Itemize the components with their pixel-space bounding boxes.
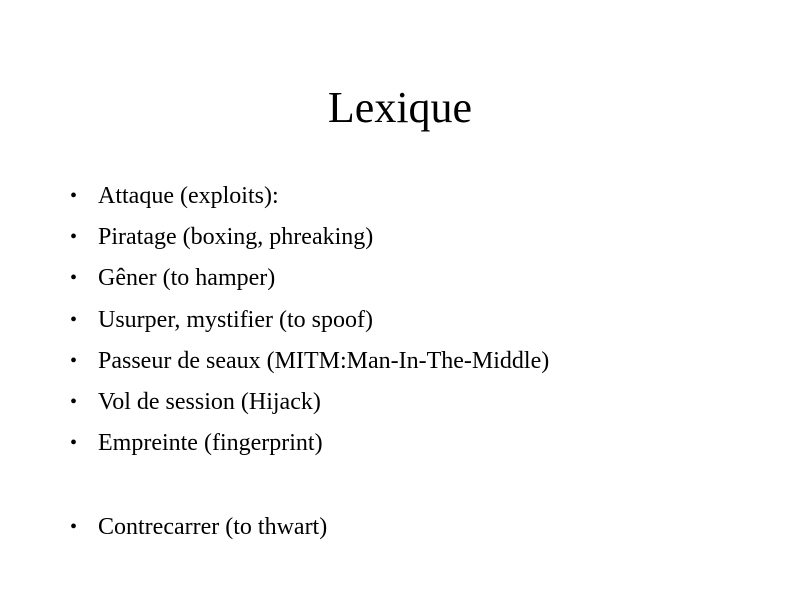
bullet-text: Passeur de seaux (MITM:Man-In-The-Middle) bbox=[98, 348, 550, 374]
bullet-item bbox=[0, 260, 760, 296]
bullet-item bbox=[0, 178, 760, 214]
bullet-item bbox=[0, 343, 760, 379]
bullet-icon: • bbox=[70, 516, 78, 538]
bullet-item bbox=[0, 384, 760, 420]
bullet-text: Piratage (boxing, phreaking) bbox=[98, 224, 374, 250]
bullet-item bbox=[0, 302, 760, 338]
bullet-text: Empreinte (fingerprint) bbox=[98, 430, 323, 456]
bullet-icon: • bbox=[70, 391, 78, 413]
bullet-text: Usurper, mystifier (to spoof) bbox=[98, 307, 373, 333]
bullet-icon: • bbox=[70, 432, 78, 454]
bullet-item bbox=[0, 425, 760, 461]
bullet-icon: • bbox=[70, 350, 78, 372]
bullet-icon: • bbox=[70, 185, 78, 207]
bullet-icon: • bbox=[70, 309, 78, 331]
bullet-text: Gêner (to hamper) bbox=[98, 265, 276, 291]
bullet-icon: • bbox=[70, 226, 78, 248]
bullet-icon: • bbox=[70, 267, 78, 289]
bullet-item bbox=[0, 509, 760, 545]
bullet-text: Attaque (exploits): bbox=[98, 183, 279, 209]
bullet-text: Vol de session (Hijack) bbox=[98, 389, 321, 415]
slide-title: Lexique bbox=[327, 83, 473, 132]
bullet-item bbox=[0, 219, 760, 255]
bullet-text: Contrecarrer (to thwart) bbox=[98, 514, 328, 540]
